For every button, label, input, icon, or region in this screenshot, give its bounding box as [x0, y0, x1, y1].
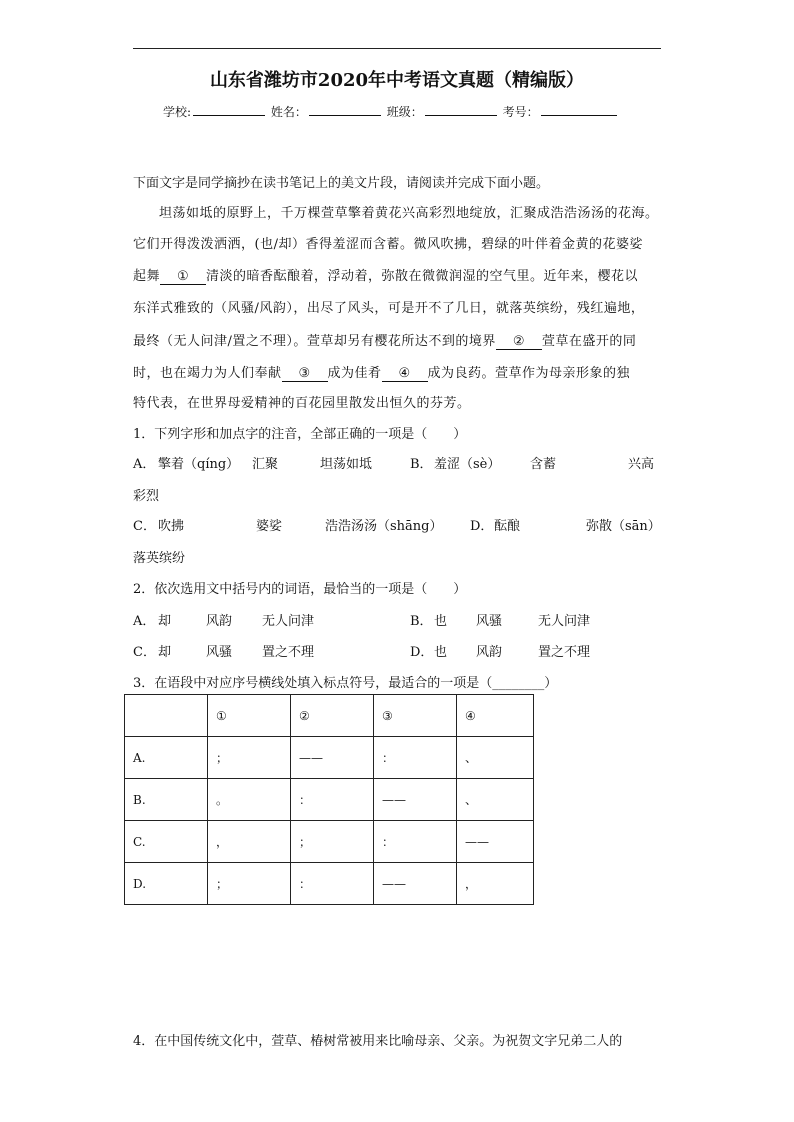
q1-c-item2: 婆娑	[256, 519, 283, 534]
blank-3[interactable]: ③	[282, 366, 328, 382]
table-cell: ：	[374, 821, 457, 863]
table-cell: ——	[291, 737, 374, 779]
table-cell: ②	[291, 695, 374, 737]
table-row[interactable]	[125, 863, 534, 905]
q2-option-d[interactable]: D．	[410, 645, 434, 660]
table-cell: ，	[208, 821, 291, 863]
q1-a-item2: 汇聚	[252, 457, 279, 472]
table-cell: ①	[208, 695, 291, 737]
page-title: 山东省潍坊市2020年中考语文真题（精编版）	[209, 70, 585, 91]
q1-option-d[interactable]: D．	[470, 519, 494, 534]
q3-stem: 3．在语段中对应序号横线处填入标点符号，最适合的一项是（________）	[133, 676, 558, 691]
q1-c-item3: 浩浩汤汤（shāng）	[325, 519, 443, 534]
table-cell: 、	[457, 737, 534, 779]
table-cell: A.	[125, 737, 208, 779]
passage-line-6: 时，也在竭力为人们奉献 ③ 成为佳肴 ④ 成为良药。萱草作为母亲形象的独	[133, 366, 631, 381]
q1-b-item3: 兴高	[628, 457, 655, 472]
q2-d-word3: 置之不理	[538, 645, 591, 660]
q2-c-word1: 却	[158, 645, 172, 660]
table-cell: ，	[457, 863, 534, 905]
table-cell: ④	[457, 695, 534, 737]
q2-a-word2: 风韵	[206, 614, 233, 629]
passage-line-4: 东洋式雅致的（风骚/风韵），出尽了风头，可是开不了几日，就落英缤纷，残红遍地，	[133, 301, 645, 316]
q1-d-item1: 酝酿	[494, 519, 521, 534]
table-cell: ——	[374, 863, 457, 905]
student-info-line	[163, 103, 619, 120]
number-label: 考号：	[502, 105, 539, 119]
q2-d-word2: 风韵	[476, 645, 503, 660]
school-label: 学校:	[163, 105, 192, 119]
q1-d-item2-cont: 落英缤纷	[133, 551, 186, 566]
table-cell	[125, 695, 208, 737]
q1-b-item3-cont: 彩烈	[133, 489, 160, 504]
passage-line-3: 起舞 ① 清淡的暗香酝酿着，浮动着，弥散在微微润湿的空气里。近年来，樱花以	[133, 269, 639, 284]
passage-line-7: 特代表，在世界母爱精神的百花园里散发出恒久的芬芳。	[133, 396, 471, 411]
table-cell: ：	[291, 863, 374, 905]
header-rule	[133, 48, 661, 49]
name-label: 姓名：	[270, 105, 307, 119]
class-label: 班级：	[386, 105, 423, 119]
q4-stem: 4．在中国传统文化中，萱草、椿树常被用来比喻母亲、父亲。为祝贺文字兄弟二人的	[133, 1034, 623, 1049]
q2-c-word2: 风骚	[206, 645, 233, 660]
q1-b-item2: 含蓄	[530, 457, 557, 472]
q2-b-word1: 也	[434, 614, 448, 629]
intro-text: 下面文字是同学摘抄在读书笔记上的美文片段，请阅读并完成下面小题。	[133, 176, 550, 191]
punctuation-table	[124, 694, 534, 905]
class-field[interactable]	[425, 103, 497, 116]
q1-option-c[interactable]: C．	[133, 519, 156, 534]
q2-stem: 2．依次选用文中括号内的词语，最恰当的一项是（ ）	[133, 582, 467, 597]
table-header-row	[125, 695, 534, 737]
q2-b-word2: 风骚	[476, 614, 503, 629]
table-cell: 。	[208, 779, 291, 821]
table-cell: ；	[208, 737, 291, 779]
table-cell: C.	[125, 821, 208, 863]
blank-1[interactable]: ①	[160, 269, 206, 285]
q2-option-a[interactable]: A．	[133, 614, 156, 629]
name-field[interactable]	[309, 103, 381, 116]
school-field[interactable]	[193, 103, 265, 116]
table-cell: ：	[291, 779, 374, 821]
q2-a-word3: 无人问津	[262, 614, 315, 629]
table-cell: ③	[374, 695, 457, 737]
q1-a-item1: 擎着（qíng）	[158, 457, 240, 472]
q2-c-word3: 置之不理	[262, 645, 315, 660]
q1-stem: 1．下列字形和加点字的注音，全部正确的一项是（ ）	[133, 427, 467, 442]
table-cell: ；	[208, 863, 291, 905]
table-cell: 、	[457, 779, 534, 821]
passage-line-5: 最终（无人问津/置之不理）。萱草却另有樱花所达不到的境界 ② 萱草在盛开的同	[133, 334, 637, 349]
q2-option-c[interactable]: C．	[133, 645, 156, 660]
number-field[interactable]	[541, 103, 617, 116]
passage-line-2: 它们开得泼泼洒洒，(也/却）香得羞涩而含蓄。微风吹拂，碧绿的叶伴着金黄的花婆娑	[133, 237, 643, 252]
table-cell: B.	[125, 779, 208, 821]
q1-option-a[interactable]: A．	[133, 457, 156, 472]
table-cell: ——	[457, 821, 534, 863]
q1-d-item2: 弥散（sān）	[586, 519, 661, 534]
table-cell: D.	[125, 863, 208, 905]
q2-a-word1: 却	[158, 614, 172, 629]
table-cell: ；	[291, 821, 374, 863]
passage-line-1: 坦荡如坻的原野上，千万棵萱草擎着黄花兴高彩烈地绽放，汇聚成浩浩汤汤的花海。	[159, 206, 659, 221]
q1-a-item3: 坦荡如坻	[320, 457, 373, 472]
q1-b-item1: 羞涩（sè）	[434, 457, 501, 472]
table-row[interactable]	[125, 779, 534, 821]
blank-4[interactable]: ④	[382, 366, 428, 382]
q2-option-b[interactable]: B．	[410, 614, 433, 629]
blank-2[interactable]: ②	[496, 334, 542, 350]
table-row[interactable]	[125, 737, 534, 779]
q1-option-b[interactable]: B．	[410, 457, 433, 472]
table-row[interactable]	[125, 821, 534, 863]
q1-c-item1: 吹拂	[158, 519, 185, 534]
q2-b-word3: 无人问津	[538, 614, 591, 629]
table-cell: ：	[374, 737, 457, 779]
table-cell: ——	[374, 779, 457, 821]
q2-d-word1: 也	[434, 645, 448, 660]
